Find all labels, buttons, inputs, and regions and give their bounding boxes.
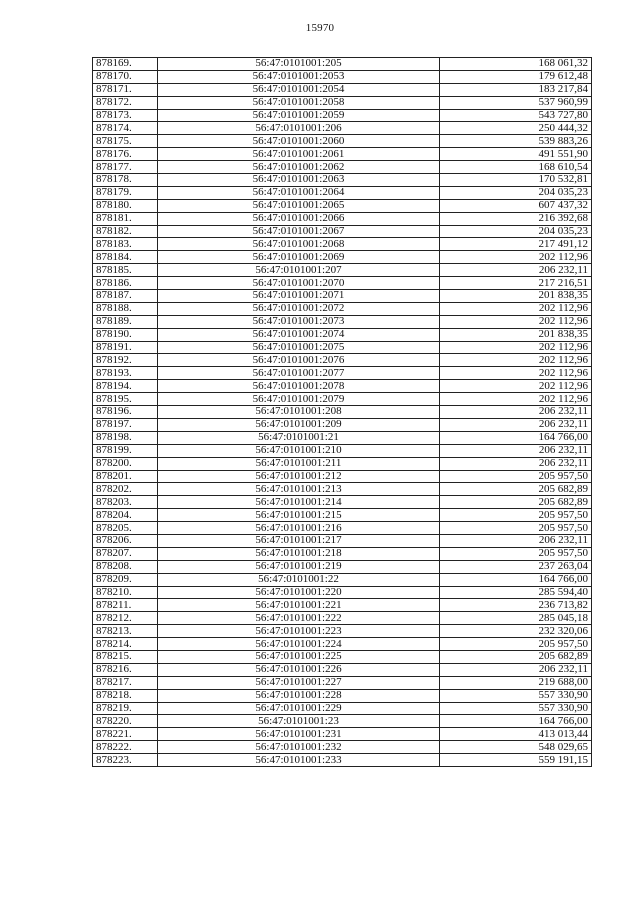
value-cell: 205 682,89 bbox=[440, 496, 592, 509]
row-number-cell: 878191. bbox=[93, 341, 158, 354]
row-number-cell: 878171. bbox=[93, 83, 158, 96]
table-row bbox=[93, 741, 592, 754]
cadastral-number-cell: 56:47:0101001:21 bbox=[158, 431, 440, 444]
cadastral-number-cell: 56:47:0101001:212 bbox=[158, 470, 440, 483]
value-cell: 217 491,12 bbox=[440, 238, 592, 251]
cadastral-number-cell: 56:47:0101001:2062 bbox=[158, 161, 440, 174]
row-number-cell: 878211. bbox=[93, 599, 158, 612]
table-row bbox=[93, 148, 592, 161]
row-number-cell: 878196. bbox=[93, 406, 158, 419]
cadastral-number-cell: 56:47:0101001:2077 bbox=[158, 367, 440, 380]
row-number-cell: 878188. bbox=[93, 302, 158, 315]
row-number-cell: 878185. bbox=[93, 264, 158, 277]
row-number-cell: 878195. bbox=[93, 393, 158, 406]
value-cell: 168 610,54 bbox=[440, 161, 592, 174]
value-cell: 491 551,90 bbox=[440, 148, 592, 161]
table-row bbox=[93, 212, 592, 225]
value-cell: 202 112,96 bbox=[440, 251, 592, 264]
row-number-cell: 878182. bbox=[93, 225, 158, 238]
value-cell: 202 112,96 bbox=[440, 393, 592, 406]
value-cell: 202 112,96 bbox=[440, 302, 592, 315]
row-number-cell: 878194. bbox=[93, 380, 158, 393]
table-row bbox=[93, 161, 592, 174]
table-row bbox=[93, 380, 592, 393]
cadastral-number-cell: 56:47:0101001:2064 bbox=[158, 186, 440, 199]
row-number-cell: 878205. bbox=[93, 522, 158, 535]
row-number-cell: 878183. bbox=[93, 238, 158, 251]
table-row bbox=[93, 58, 592, 71]
cadastral-number-cell: 56:47:0101001:209 bbox=[158, 418, 440, 431]
value-cell: 206 232,11 bbox=[440, 406, 592, 419]
cadastral-number-cell: 56:47:0101001:211 bbox=[158, 457, 440, 470]
cadastral-number-cell: 56:47:0101001:219 bbox=[158, 560, 440, 573]
cadastral-number-cell: 56:47:0101001:221 bbox=[158, 599, 440, 612]
value-cell: 557 330,90 bbox=[440, 702, 592, 715]
row-number-cell: 878174. bbox=[93, 122, 158, 135]
value-cell: 202 112,96 bbox=[440, 315, 592, 328]
table-row bbox=[93, 650, 592, 663]
cadastral-number-cell: 56:47:0101001:207 bbox=[158, 264, 440, 277]
table-row bbox=[93, 444, 592, 457]
table-row bbox=[93, 573, 592, 586]
table-row bbox=[93, 186, 592, 199]
cadastral-number-cell: 56:47:0101001:2070 bbox=[158, 277, 440, 290]
row-number-cell: 878219. bbox=[93, 702, 158, 715]
table-row bbox=[93, 341, 592, 354]
table-row bbox=[93, 225, 592, 238]
cadastral-number-cell: 56:47:0101001:2069 bbox=[158, 251, 440, 264]
cadastral-number-cell: 56:47:0101001:217 bbox=[158, 534, 440, 547]
value-cell: 205 957,50 bbox=[440, 509, 592, 522]
value-cell: 168 061,32 bbox=[440, 58, 592, 71]
value-cell: 201 838,35 bbox=[440, 290, 592, 303]
page-number: 15970 bbox=[305, 22, 335, 34]
cadastral-number-cell: 56:47:0101001:228 bbox=[158, 689, 440, 702]
cadastral-number-cell: 56:47:0101001:231 bbox=[158, 728, 440, 741]
table-row bbox=[93, 715, 592, 728]
row-number-cell: 878207. bbox=[93, 547, 158, 560]
table-row bbox=[93, 676, 592, 689]
table-row bbox=[93, 534, 592, 547]
value-cell: 237 263,04 bbox=[440, 560, 592, 573]
row-number-cell: 878179. bbox=[93, 186, 158, 199]
value-cell: 205 957,50 bbox=[440, 522, 592, 535]
cadastral-number-cell: 56:47:0101001:2076 bbox=[158, 354, 440, 367]
cadastral-number-cell: 56:47:0101001:218 bbox=[158, 547, 440, 560]
cadastral-number-cell: 56:47:0101001:216 bbox=[158, 522, 440, 535]
value-cell: 205 957,50 bbox=[440, 547, 592, 560]
table-row bbox=[93, 135, 592, 148]
cadastral-number-cell: 56:47:0101001:208 bbox=[158, 406, 440, 419]
value-cell: 206 232,11 bbox=[440, 444, 592, 457]
value-cell: 607 437,32 bbox=[440, 199, 592, 212]
row-number-cell: 878199. bbox=[93, 444, 158, 457]
value-cell: 557 330,90 bbox=[440, 689, 592, 702]
table-row bbox=[93, 560, 592, 573]
table-row bbox=[93, 638, 592, 651]
cadastral-number-cell: 56:47:0101001:233 bbox=[158, 754, 440, 767]
table-row bbox=[93, 496, 592, 509]
row-number-cell: 878180. bbox=[93, 199, 158, 212]
row-number-cell: 878184. bbox=[93, 251, 158, 264]
cadastral-number-cell: 56:47:0101001:227 bbox=[158, 676, 440, 689]
cadastral-number-cell: 56:47:0101001:229 bbox=[158, 702, 440, 715]
cadastral-number-cell: 56:47:0101001:2066 bbox=[158, 212, 440, 225]
value-cell: 164 766,00 bbox=[440, 431, 592, 444]
value-cell: 232 320,06 bbox=[440, 625, 592, 638]
cadastral-number-cell: 56:47:0101001:224 bbox=[158, 638, 440, 651]
value-cell: 236 713,82 bbox=[440, 599, 592, 612]
value-cell: 206 232,11 bbox=[440, 264, 592, 277]
row-number-cell: 878214. bbox=[93, 638, 158, 651]
cadastral-number-cell: 56:47:0101001:2061 bbox=[158, 148, 440, 161]
cadastral-number-cell: 56:47:0101001:2059 bbox=[158, 109, 440, 122]
row-number-cell: 878173. bbox=[93, 109, 158, 122]
table-row bbox=[93, 367, 592, 380]
row-number-cell: 878206. bbox=[93, 534, 158, 547]
value-cell: 164 766,00 bbox=[440, 573, 592, 586]
cadastral-number-cell: 56:47:0101001:22 bbox=[158, 573, 440, 586]
table-row bbox=[93, 96, 592, 109]
row-number-cell: 878169. bbox=[93, 58, 158, 71]
value-cell: 219 688,00 bbox=[440, 676, 592, 689]
row-number-cell: 878212. bbox=[93, 612, 158, 625]
row-number-cell: 878220. bbox=[93, 715, 158, 728]
cadastral-number-cell: 56:47:0101001:206 bbox=[158, 122, 440, 135]
row-number-cell: 878187. bbox=[93, 290, 158, 303]
cadastral-number-cell: 56:47:0101001:2073 bbox=[158, 315, 440, 328]
row-number-cell: 878218. bbox=[93, 689, 158, 702]
cadastral-number-cell: 56:47:0101001:2078 bbox=[158, 380, 440, 393]
row-number-cell: 878216. bbox=[93, 663, 158, 676]
table-row bbox=[93, 470, 592, 483]
cadastral-number-cell: 56:47:0101001:223 bbox=[158, 625, 440, 638]
row-number-cell: 878170. bbox=[93, 70, 158, 83]
cadastral-number-cell: 56:47:0101001:2053 bbox=[158, 70, 440, 83]
table-row bbox=[93, 689, 592, 702]
cadastral-number-cell: 56:47:0101001:214 bbox=[158, 496, 440, 509]
row-number-cell: 878172. bbox=[93, 96, 158, 109]
value-cell: 204 035,23 bbox=[440, 186, 592, 199]
cadastral-value-table bbox=[92, 57, 592, 767]
table-body bbox=[93, 58, 592, 767]
table-row bbox=[93, 586, 592, 599]
cadastral-number-cell: 56:47:0101001:2067 bbox=[158, 225, 440, 238]
cadastral-number-cell: 56:47:0101001:2063 bbox=[158, 174, 440, 187]
row-number-cell: 878176. bbox=[93, 148, 158, 161]
table-row bbox=[93, 625, 592, 638]
table-row bbox=[93, 728, 592, 741]
row-number-cell: 878221. bbox=[93, 728, 158, 741]
value-cell: 537 960,99 bbox=[440, 96, 592, 109]
row-number-cell: 878175. bbox=[93, 135, 158, 148]
cadastral-number-cell: 56:47:0101001:215 bbox=[158, 509, 440, 522]
table-row bbox=[93, 431, 592, 444]
cadastral-number-cell: 56:47:0101001:226 bbox=[158, 663, 440, 676]
table-row bbox=[93, 174, 592, 187]
cadastral-number-cell: 56:47:0101001:2060 bbox=[158, 135, 440, 148]
cadastral-number-cell: 56:47:0101001:2071 bbox=[158, 290, 440, 303]
row-number-cell: 878192. bbox=[93, 354, 158, 367]
table-row bbox=[93, 509, 592, 522]
row-number-cell: 878202. bbox=[93, 483, 158, 496]
cadastral-number-cell: 56:47:0101001:2068 bbox=[158, 238, 440, 251]
row-number-cell: 878215. bbox=[93, 650, 158, 663]
table-row bbox=[93, 70, 592, 83]
row-number-cell: 878222. bbox=[93, 741, 158, 754]
value-cell: 539 883,26 bbox=[440, 135, 592, 148]
row-number-cell: 878181. bbox=[93, 212, 158, 225]
value-cell: 164 766,00 bbox=[440, 715, 592, 728]
cadastral-number-cell: 56:47:0101001:2075 bbox=[158, 341, 440, 354]
table-row bbox=[93, 547, 592, 560]
cadastral-number-cell: 56:47:0101001:2072 bbox=[158, 302, 440, 315]
table-row bbox=[93, 599, 592, 612]
row-number-cell: 878201. bbox=[93, 470, 158, 483]
table-row bbox=[93, 122, 592, 135]
row-number-cell: 878198. bbox=[93, 431, 158, 444]
value-cell: 216 392,68 bbox=[440, 212, 592, 225]
row-number-cell: 878193. bbox=[93, 367, 158, 380]
table-row bbox=[93, 251, 592, 264]
value-cell: 202 112,96 bbox=[440, 341, 592, 354]
table-row bbox=[93, 702, 592, 715]
row-number-cell: 878177. bbox=[93, 161, 158, 174]
table-row bbox=[93, 264, 592, 277]
row-number-cell: 878210. bbox=[93, 586, 158, 599]
row-number-cell: 878209. bbox=[93, 573, 158, 586]
value-cell: 548 029,65 bbox=[440, 741, 592, 754]
table-row bbox=[93, 754, 592, 767]
cadastral-number-cell: 56:47:0101001:232 bbox=[158, 741, 440, 754]
value-cell: 285 594,40 bbox=[440, 586, 592, 599]
cadastral-number-cell: 56:47:0101001:213 bbox=[158, 483, 440, 496]
value-cell: 205 682,89 bbox=[440, 650, 592, 663]
row-number-cell: 878213. bbox=[93, 625, 158, 638]
row-number-cell: 878203. bbox=[93, 496, 158, 509]
value-cell: 205 682,89 bbox=[440, 483, 592, 496]
row-number-cell: 878178. bbox=[93, 174, 158, 187]
table-row bbox=[93, 663, 592, 676]
value-cell: 202 112,96 bbox=[440, 354, 592, 367]
row-number-cell: 878208. bbox=[93, 560, 158, 573]
row-number-cell: 878197. bbox=[93, 418, 158, 431]
value-cell: 201 838,35 bbox=[440, 328, 592, 341]
value-cell: 170 532,81 bbox=[440, 174, 592, 187]
row-number-cell: 878200. bbox=[93, 457, 158, 470]
table-row bbox=[93, 612, 592, 625]
table-row bbox=[93, 354, 592, 367]
value-cell: 202 112,96 bbox=[440, 367, 592, 380]
table-row bbox=[93, 290, 592, 303]
cadastral-number-cell: 56:47:0101001:2065 bbox=[158, 199, 440, 212]
table-row bbox=[93, 199, 592, 212]
value-cell: 206 232,11 bbox=[440, 418, 592, 431]
row-number-cell: 878189. bbox=[93, 315, 158, 328]
table-row bbox=[93, 109, 592, 122]
row-number-cell: 878217. bbox=[93, 676, 158, 689]
cadastral-number-cell: 56:47:0101001:225 bbox=[158, 650, 440, 663]
table-row bbox=[93, 393, 592, 406]
cadastral-number-cell: 56:47:0101001:23 bbox=[158, 715, 440, 728]
row-number-cell: 878223. bbox=[93, 754, 158, 767]
value-cell: 202 112,96 bbox=[440, 380, 592, 393]
value-cell: 206 232,11 bbox=[440, 663, 592, 676]
table-row bbox=[93, 302, 592, 315]
value-cell: 205 957,50 bbox=[440, 470, 592, 483]
value-cell: 250 444,32 bbox=[440, 122, 592, 135]
table-row bbox=[93, 238, 592, 251]
cadastral-number-cell: 56:47:0101001:220 bbox=[158, 586, 440, 599]
row-number-cell: 878190. bbox=[93, 328, 158, 341]
cadastral-number-cell: 56:47:0101001:2058 bbox=[158, 96, 440, 109]
cadastral-number-cell: 56:47:0101001:205 bbox=[158, 58, 440, 71]
row-number-cell: 878186. bbox=[93, 277, 158, 290]
value-cell: 179 612,48 bbox=[440, 70, 592, 83]
value-cell: 217 216,51 bbox=[440, 277, 592, 290]
value-cell: 413 013,44 bbox=[440, 728, 592, 741]
table-row bbox=[93, 277, 592, 290]
table-row bbox=[93, 315, 592, 328]
value-cell: 205 957,50 bbox=[440, 638, 592, 651]
cadastral-number-cell: 56:47:0101001:210 bbox=[158, 444, 440, 457]
cadastral-number-cell: 56:47:0101001:2079 bbox=[158, 393, 440, 406]
table-row bbox=[93, 418, 592, 431]
value-cell: 543 727,80 bbox=[440, 109, 592, 122]
cadastral-number-cell: 56:47:0101001:222 bbox=[158, 612, 440, 625]
value-cell: 206 232,11 bbox=[440, 457, 592, 470]
value-cell: 183 217,84 bbox=[440, 83, 592, 96]
table-row bbox=[93, 457, 592, 470]
value-cell: 559 191,15 bbox=[440, 754, 592, 767]
table-row bbox=[93, 83, 592, 96]
table-row bbox=[93, 483, 592, 496]
table-row bbox=[93, 406, 592, 419]
cadastral-number-cell: 56:47:0101001:2074 bbox=[158, 328, 440, 341]
value-cell: 204 035,23 bbox=[440, 225, 592, 238]
row-number-cell: 878204. bbox=[93, 509, 158, 522]
table-row bbox=[93, 328, 592, 341]
table-row bbox=[93, 522, 592, 535]
value-cell: 206 232,11 bbox=[440, 534, 592, 547]
value-cell: 285 045,18 bbox=[440, 612, 592, 625]
cadastral-number-cell: 56:47:0101001:2054 bbox=[158, 83, 440, 96]
